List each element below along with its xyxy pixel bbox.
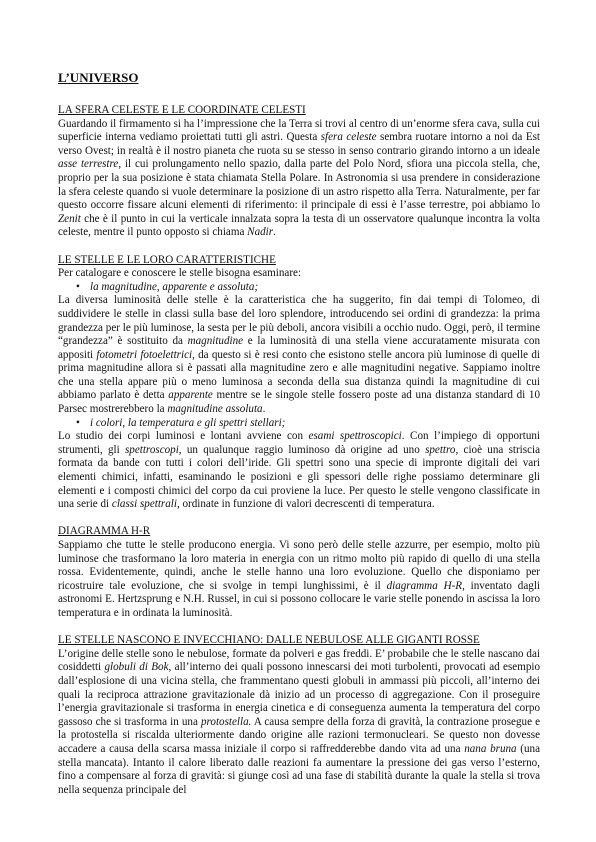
- section-stars: [58, 254, 540, 512]
- section-star-evolution: [58, 634, 540, 797]
- italic-term: magnitudine assoluta: [167, 403, 263, 416]
- italic-term: asse terrestre: [58, 158, 119, 171]
- bullet-item-spectra: • i colori, la temperatura e gli spettri stellari;: [58, 417, 540, 431]
- document-page: [58, 70, 540, 811]
- italic-term: protostella.: [200, 715, 252, 728]
- section-celestial-sphere: [58, 104, 540, 240]
- italic-term: esami spettroscopici: [308, 430, 402, 443]
- bullet-list: [58, 281, 540, 295]
- italic-term: spettro: [425, 443, 456, 456]
- section-heading: LE STELLE NASCONO E INVECCHIANO: DALLE NEBULOSE ALLE GIGANTI ROSSE: [58, 634, 480, 647]
- section-heading: LA SFERA CELESTE E LE COORDINATE CELESTI: [58, 104, 306, 116]
- italic-term: diagramma H-R: [386, 579, 463, 592]
- italic-term: fotometri fotoelettrici: [96, 348, 193, 361]
- bullet-list: [58, 417, 540, 431]
- paragraph: L’origine delle stelle sono le nebulose, formate da polveri e gas freddi. E’ probabile che le stelle nascano dai cosiddetti globuli di Bok, all’interno dei quali possono innescarsi dei moti turbolenti, provocati ad esempio dall’esplosione di una vicina stella, che frammentano questi globuli in ammassi più piccoli, all’interno dei quali la reciproca attrazione gravitazionale dà inizio ad un processo di aggregazione. Con il proseguire l’energia gravitazionale si trasforma in energia cinetica e di conseguenza aumenta la temperatura del corpo gassoso che si trasforma in una protostella. A causa sempre della forza di gravità, la contrazione prosegue e la protostella si riscalda ulteriormente dando origine alle razioni termonucleari. Se questo non dovesse accadere a causa della scarsa massa iniziale il corpo si raffredderebbe dando vita ad una nana bruna (una stella mancata). Intanto il calore liberato dalle reazioni fa aumentare la pressione dei gas verso l’esterno, fino a compensare al forza di gravità: si giunge così ad una fase di stabilità durante la quale la stella si trova nella sequenza principale del: [58, 647, 541, 796]
- page-title: L’UNIVERSO: [58, 70, 139, 85]
- italic-term: magnitudine: [187, 335, 244, 348]
- intro-text: Per catalogare e conoscere le stelle bisogna esaminare:: [58, 267, 302, 280]
- italic-term: globuli di Bok: [104, 661, 169, 674]
- bullet-item-magnitude: • la magnitudine, apparente e assoluta;: [58, 281, 540, 295]
- italic-term: apparente: [168, 389, 213, 402]
- paragraph: Sappiamo che tutte le stelle producono energia. Vi sono però delle stelle azzurre, per esempio, molto più luminose che trasformano la loro materia in energia con un ritmo molto più rapido di quello di una stella rossa. Evidentemente, quindi, anche le stelle hanno una loro evoluzione. Quello che disponiamo per ricostruire tale evoluzione, che si svolge in tempi lunghissimi, è il diagramma H-R, inventato dagli astronomi E. Hertzsprung e N.H. Russel, in cui si possono collocare le varie stelle ponendo in ascissa la loro temperatura e in ordinata la luminosità.: [58, 539, 540, 619]
- section-heading: LE STELLE E LE LORO CARATTERISTICHE: [58, 253, 276, 266]
- section-hr-diagram: [58, 525, 540, 620]
- paragraph: Lo studio dei corpi luminosi e lontani avviene con esami spettroscopici. Con l’impiego di opportuni strumenti, gli spettroscopi, un qualunque raggio luminoso dà origine ad uno spettro, cioè una striscia formata da bande con tutti i colori dell’iride. Gli spettri sono una specie di impronte digitali dei vari elementi chimici, infatti, esaminando le posizioni e gli spessori delle righe possiamo determinare gli elementi e i composti chimici del corpo da cui proviene la luce. Per questo le stelle vengono classificate in una serie di classi spettrali, ordinate in funzione di valori decrescenti di temperatura.: [58, 430, 541, 511]
- italic-term: classi spettrali: [111, 498, 177, 511]
- italic-term: spettroscopi: [124, 443, 179, 456]
- paragraph: Guardando il firmamento si ha l’impressione che la Terra si trovi al centro di un’enorme sfera cava, sulla cui superficie interna vediamo proiettati tutti gli astri. Questa sfera celeste sembra ruotare intorno a noi da Est verso Ovest; in realtà è il nostro pianeta che ruota su se stesso in senso contrario girando intorno a un ideale asse terrestre, il cui prolungamento nello spazio, dalla parte del Polo Nord, sfiora una piccola stella, che, proprio per la sua posizione è stata chiamata Stella Polare. In Astronomia si usa prendere in considerazione la sfera celeste quando si vuole determinare la posizione di un astro rispetto alla Terra. Naturalmente, per far questo occorre fissare alcuni elementi di riferimento: il principale di essi è l’asse terrestre, poi abbiamo lo Zenit che è il punto in cui la verticale innalzata sopra la testa di un osservatore qualunque incontra la volta celeste, mentre il punto opposto si chiama Nadir.: [58, 117, 540, 239]
- italic-term: Zenit: [58, 212, 81, 225]
- paragraph: La diversa luminosità delle stelle è la caratteristica che ha suggerito, fin dai tempi di Tolomeo, di suddividere le stelle in classi sulla base del loro splendore, introducendo sei ordini di grandezza: la prima grandezza per le più luminose, la sesta per le più deboli, ancora visibili a occhio nudo. Oggi, però, il termine “grandezza” è sostituito da magnitudine e la luminosità di una stella viene accuratamente misurata con appositi fotometri fotoelettrici, da questo si è resi conto che esistono stelle ancora più luminose di quelle di prima magnitudine allora si è passati alla magnitudine zero e alle magnitudini negative. Sappiamo inoltre che una stella appare più o meno luminosa a seconda della sua distanza quindi la magnitudine di cui abbiamo parlato è detta apparente mentre se le singole stelle fossero poste ad una distanza standard di 10 Parsec mostrerebbero la magnitudine assoluta.: [58, 294, 540, 416]
- italic-term: nana bruna: [464, 742, 517, 755]
- italic-term: Nadir: [247, 226, 274, 239]
- italic-term: sfera celeste: [320, 131, 377, 144]
- section-heading: DIAGRAMMA H-R: [58, 525, 151, 538]
